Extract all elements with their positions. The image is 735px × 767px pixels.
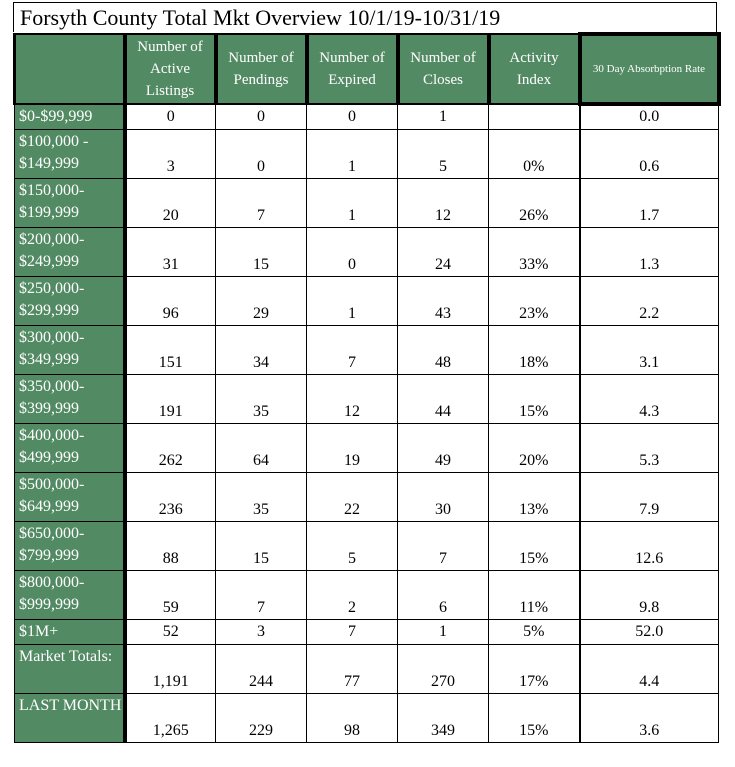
absorption-rate-cell: 1.7 bbox=[580, 178, 719, 227]
active-listings-cell: 1,191 bbox=[125, 644, 216, 693]
expired-cell: 1 bbox=[307, 129, 398, 178]
expired-cell: 19 bbox=[307, 423, 398, 472]
active-listings-cell: 59 bbox=[125, 570, 216, 619]
price-range-label: Market Totals: bbox=[15, 644, 125, 693]
absorption-rate-cell: 9.8 bbox=[580, 570, 719, 619]
closes-cell: 30 bbox=[398, 472, 489, 521]
table-row bbox=[15, 644, 719, 693]
price-range-label: $1M+ bbox=[15, 619, 125, 644]
absorption-rate-cell: 4.4 bbox=[580, 644, 719, 693]
header-closes: Number of Closes bbox=[398, 34, 489, 104]
activity-index-cell: 26% bbox=[489, 178, 580, 227]
absorption-rate-cell: 5.3 bbox=[580, 423, 719, 472]
activity-index-cell: 17% bbox=[489, 644, 580, 693]
expired-cell: 7 bbox=[307, 325, 398, 374]
pendings-cell: 64 bbox=[216, 423, 307, 472]
pendings-cell: 7 bbox=[216, 570, 307, 619]
table-body bbox=[15, 104, 719, 742]
table-row bbox=[15, 325, 719, 374]
activity-index-cell: 23% bbox=[489, 276, 580, 325]
closes-cell: 5 bbox=[398, 129, 489, 178]
table-row bbox=[15, 423, 719, 472]
active-listings-cell: 52 bbox=[125, 619, 216, 644]
pendings-cell: 229 bbox=[216, 693, 307, 742]
pendings-cell: 3 bbox=[216, 619, 307, 644]
price-range-label: $350,000- $399,999 bbox=[15, 374, 125, 423]
price-range-label: $250,000- $299,999 bbox=[15, 276, 125, 325]
table-row bbox=[15, 619, 719, 644]
active-listings-cell: 96 bbox=[125, 276, 216, 325]
price-range-label: $150,000- $199,999 bbox=[15, 178, 125, 227]
header-row bbox=[15, 34, 719, 104]
closes-cell: 6 bbox=[398, 570, 489, 619]
active-listings-cell: 31 bbox=[125, 227, 216, 276]
table-row bbox=[15, 521, 719, 570]
expired-cell: 0 bbox=[307, 227, 398, 276]
expired-cell: 77 bbox=[307, 644, 398, 693]
expired-cell: 1 bbox=[307, 276, 398, 325]
expired-cell: 7 bbox=[307, 619, 398, 644]
activity-index-cell: 5% bbox=[489, 619, 580, 644]
absorption-rate-cell: 2.2 bbox=[580, 276, 719, 325]
activity-index-cell: 18% bbox=[489, 325, 580, 374]
activity-index-cell bbox=[489, 104, 580, 129]
closes-cell: 12 bbox=[398, 178, 489, 227]
activity-index-cell: 15% bbox=[489, 693, 580, 742]
activity-index-cell: 20% bbox=[489, 423, 580, 472]
header-active-listings: Number of Active Listings bbox=[125, 34, 216, 104]
table-row bbox=[15, 227, 719, 276]
price-range-label: $400,000- $499,999 bbox=[15, 423, 125, 472]
header-corner bbox=[15, 34, 125, 104]
activity-index-cell: 15% bbox=[489, 374, 580, 423]
header-activity-index: Activity Index bbox=[489, 34, 580, 104]
closes-cell: 7 bbox=[398, 521, 489, 570]
table-row bbox=[15, 570, 719, 619]
active-listings-cell: 191 bbox=[125, 374, 216, 423]
closes-cell: 49 bbox=[398, 423, 489, 472]
expired-cell: 2 bbox=[307, 570, 398, 619]
active-listings-cell: 151 bbox=[125, 325, 216, 374]
absorption-rate-cell: 52.0 bbox=[580, 619, 719, 644]
absorption-rate-cell: 0.0 bbox=[580, 104, 719, 129]
active-listings-cell: 20 bbox=[125, 178, 216, 227]
absorption-rate-cell: 3.1 bbox=[580, 325, 719, 374]
pendings-cell: 15 bbox=[216, 521, 307, 570]
absorption-rate-cell: 7.9 bbox=[580, 472, 719, 521]
pendings-cell: 0 bbox=[216, 129, 307, 178]
pendings-cell: 35 bbox=[216, 472, 307, 521]
activity-index-cell: 11% bbox=[489, 570, 580, 619]
price-range-label: $800,000- $999,999 bbox=[15, 570, 125, 619]
expired-cell: 0 bbox=[307, 104, 398, 129]
active-listings-cell: 3 bbox=[125, 129, 216, 178]
absorption-rate-cell: 3.6 bbox=[580, 693, 719, 742]
table-row bbox=[15, 104, 719, 129]
closes-cell: 44 bbox=[398, 374, 489, 423]
header-absorption-rate: 30 Day Absorbption Rate bbox=[580, 34, 719, 104]
market-overview-report bbox=[13, 2, 717, 743]
price-range-label: $650,000- $799,999 bbox=[15, 521, 125, 570]
price-range-label: $100,000 - $149,999 bbox=[15, 129, 125, 178]
expired-cell: 5 bbox=[307, 521, 398, 570]
activity-index-cell: 33% bbox=[489, 227, 580, 276]
active-listings-cell: 262 bbox=[125, 423, 216, 472]
pendings-cell: 15 bbox=[216, 227, 307, 276]
price-range-label: $500,000- $649,999 bbox=[15, 472, 125, 521]
price-range-label: LAST MONTH bbox=[15, 693, 125, 742]
active-listings-cell: 1,265 bbox=[125, 693, 216, 742]
closes-cell: 24 bbox=[398, 227, 489, 276]
market-table bbox=[13, 32, 721, 743]
table-row bbox=[15, 693, 719, 742]
table-row bbox=[15, 374, 719, 423]
expired-cell: 12 bbox=[307, 374, 398, 423]
pendings-cell: 0 bbox=[216, 104, 307, 129]
table-row bbox=[15, 472, 719, 521]
absorption-rate-cell: 1.3 bbox=[580, 227, 719, 276]
absorption-rate-cell: 4.3 bbox=[580, 374, 719, 423]
pendings-cell: 29 bbox=[216, 276, 307, 325]
activity-index-cell: 0% bbox=[489, 129, 580, 178]
active-listings-cell: 88 bbox=[125, 521, 216, 570]
closes-cell: 48 bbox=[398, 325, 489, 374]
price-range-label: $0-$99,999 bbox=[15, 104, 125, 129]
header-expired: Number of Expired bbox=[307, 34, 398, 104]
activity-index-cell: 13% bbox=[489, 472, 580, 521]
header-pendings: Number of Pendings bbox=[216, 34, 307, 104]
activity-index-cell: 15% bbox=[489, 521, 580, 570]
closes-cell: 270 bbox=[398, 644, 489, 693]
closes-cell: 1 bbox=[398, 619, 489, 644]
expired-cell: 98 bbox=[307, 693, 398, 742]
price-range-label: $300,000- $349,999 bbox=[15, 325, 125, 374]
closes-cell: 349 bbox=[398, 693, 489, 742]
pendings-cell: 244 bbox=[216, 644, 307, 693]
pendings-cell: 7 bbox=[216, 178, 307, 227]
price-range-label: $200,000- $249,999 bbox=[15, 227, 125, 276]
closes-cell: 1 bbox=[398, 104, 489, 129]
absorption-rate-cell: 12.6 bbox=[580, 521, 719, 570]
table-row bbox=[15, 129, 719, 178]
table-row bbox=[15, 178, 719, 227]
active-listings-cell: 0 bbox=[125, 104, 216, 129]
pendings-cell: 35 bbox=[216, 374, 307, 423]
absorption-rate-cell: 0.6 bbox=[580, 129, 719, 178]
expired-cell: 22 bbox=[307, 472, 398, 521]
expired-cell: 1 bbox=[307, 178, 398, 227]
closes-cell: 43 bbox=[398, 276, 489, 325]
table-row bbox=[15, 276, 719, 325]
report-title: Forsyth County Total Mkt Overview 10/1/19-10/31/19 bbox=[13, 2, 717, 32]
active-listings-cell: 236 bbox=[125, 472, 216, 521]
pendings-cell: 34 bbox=[216, 325, 307, 374]
